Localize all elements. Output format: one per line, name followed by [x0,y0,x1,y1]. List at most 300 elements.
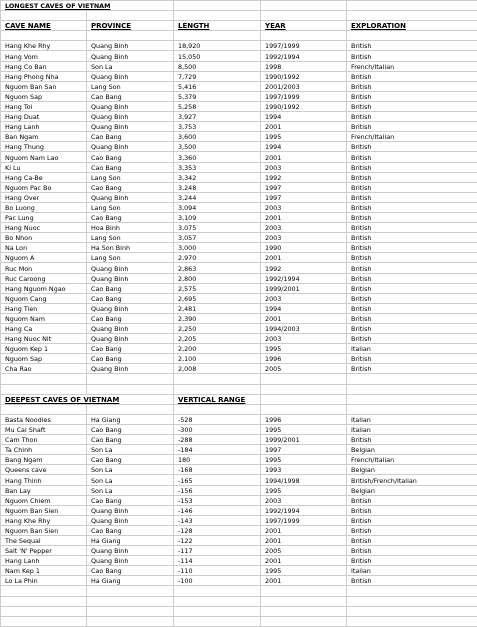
exploration-cell[interactable]: British [347,556,477,566]
cell[interactable] [1,606,87,616]
province-cell[interactable]: Son La [87,445,174,455]
cave-name-cell[interactable]: Nguom Ban Sien [1,525,87,535]
cell[interactable] [87,31,174,41]
cell[interactable] [174,606,261,616]
province-cell[interactable]: Cao Bang [87,293,174,303]
province-cell[interactable]: Quang Binh [87,112,174,122]
cell[interactable] [1,11,87,21]
province-cell[interactable]: Son La [87,485,174,495]
value-cell[interactable]: 2,205 [174,334,261,344]
value-cell[interactable]: 3,753 [174,122,261,132]
cell[interactable] [174,374,261,384]
exploration-cell[interactable]: British [347,435,477,445]
year-cell[interactable]: 1995 [261,344,347,354]
year-cell[interactable]: 1995 [261,455,347,465]
exploration-cell[interactable]: Italian [347,566,477,576]
province-cell[interactable]: Hoa Binh [87,223,174,233]
cave-name-cell[interactable]: Ban Ngam [1,132,87,142]
exploration-cell[interactable]: British [347,202,477,212]
cell[interactable] [261,394,347,404]
value-cell[interactable]: 7,729 [174,71,261,81]
province-cell[interactable]: Quang Binh [87,71,174,81]
value-cell[interactable]: 2,695 [174,293,261,303]
cell[interactable] [347,394,477,404]
year-cell[interactable]: 1999/2001 [261,435,347,445]
cave-name-cell[interactable]: Lo La Phin [1,576,87,586]
year-cell[interactable]: 2005 [261,546,347,556]
year-cell[interactable]: 2001 [261,556,347,566]
year-cell[interactable]: 1995 [261,566,347,576]
exploration-cell[interactable]: British/French/Italian [347,475,477,485]
header-vertical-range[interactable]: VERTICAL RANGE [174,394,261,404]
value-cell[interactable]: 2,008 [174,364,261,374]
exploration-cell[interactable]: French/Italian [347,455,477,465]
cave-name-cell[interactable]: Hang Nuoc Nit [1,334,87,344]
section-title-longest[interactable]: LONGEST CAVES OF VIETNAM [1,1,174,11]
year-cell[interactable]: 2001 [261,535,347,545]
exploration-cell[interactable]: British [347,71,477,81]
exploration-cell[interactable]: British [347,253,477,263]
cave-name-cell[interactable]: Nam Kep 1 [1,566,87,576]
value-cell[interactable]: 8,500 [174,61,261,71]
province-cell[interactable]: Lang Son [87,81,174,91]
province-cell[interactable]: Quang Binh [87,303,174,313]
cell[interactable] [347,11,477,21]
value-cell[interactable]: -128 [174,525,261,535]
cell[interactable] [347,404,477,414]
value-cell[interactable]: -184 [174,445,261,455]
exploration-cell[interactable]: British [347,223,477,233]
province-cell[interactable]: Cao Bang [87,152,174,162]
year-cell[interactable]: 1995 [261,485,347,495]
cave-name-cell[interactable]: Nguom Nam Lao [1,152,87,162]
value-cell[interactable]: 2,200 [174,344,261,354]
province-cell[interactable]: Cao Bang [87,455,174,465]
value-cell[interactable]: 3,927 [174,112,261,122]
exploration-cell[interactable]: British [347,172,477,182]
province-cell[interactable]: Ha Son Binh [87,243,174,253]
cell[interactable] [174,1,261,11]
year-cell[interactable]: 2003 [261,202,347,212]
province-cell[interactable]: Quang Binh [87,556,174,566]
province-cell[interactable]: Lang Son [87,253,174,263]
header-exploration[interactable]: EXPLORATION [347,21,477,31]
exploration-cell[interactable]: British [347,303,477,313]
cave-name-cell[interactable]: Nguom A [1,253,87,263]
year-cell[interactable]: 1990/1992 [261,101,347,111]
value-cell[interactable]: 2,970 [174,253,261,263]
cell[interactable] [87,586,174,596]
year-cell[interactable]: 2001 [261,253,347,263]
value-cell[interactable]: 18,920 [174,41,261,51]
cave-name-cell[interactable]: Hang Thinh [1,475,87,485]
province-cell[interactable]: Cao Bang [87,525,174,535]
exploration-cell[interactable]: British [347,182,477,192]
cave-name-cell[interactable]: Hang Lanh [1,122,87,132]
exploration-cell[interactable]: British [347,152,477,162]
year-cell[interactable]: 2003 [261,495,347,505]
value-cell[interactable]: 2,100 [174,354,261,364]
cell[interactable] [174,11,261,21]
cell[interactable] [174,616,261,626]
value-cell[interactable]: 3,075 [174,223,261,233]
province-cell[interactable]: Cao Bang [87,424,174,434]
value-cell[interactable]: 3,342 [174,172,261,182]
cell[interactable] [347,586,477,596]
year-cell[interactable]: 1994 [261,112,347,122]
cave-name-cell[interactable]: Hang Tien [1,303,87,313]
cave-name-cell[interactable]: Nguom Ban San [1,81,87,91]
exploration-cell[interactable]: British [347,263,477,273]
year-cell[interactable]: 1997/1999 [261,41,347,51]
cell[interactable] [87,11,174,21]
value-cell[interactable]: 2,250 [174,324,261,334]
value-cell[interactable]: -168 [174,465,261,475]
year-cell[interactable]: 2001 [261,152,347,162]
cell[interactable] [1,404,87,414]
province-cell[interactable]: Cao Bang [87,283,174,293]
year-cell[interactable]: 2001 [261,212,347,222]
province-cell[interactable]: Quang Binh [87,334,174,344]
exploration-cell[interactable]: British [347,112,477,122]
cell[interactable] [174,384,261,394]
exploration-cell[interactable]: British [347,354,477,364]
cell[interactable] [347,374,477,384]
province-cell[interactable]: Quang Binh [87,122,174,132]
exploration-cell[interactable]: British [347,233,477,243]
exploration-cell[interactable]: British [347,81,477,91]
year-cell[interactable]: 2003 [261,233,347,243]
value-cell[interactable]: 2,481 [174,303,261,313]
exploration-cell[interactable]: British [347,495,477,505]
year-cell[interactable]: 2003 [261,162,347,172]
value-cell[interactable]: -165 [174,475,261,485]
province-cell[interactable]: Quang Binh [87,273,174,283]
province-cell[interactable]: Quang Binh [87,41,174,51]
value-cell[interactable]: -153 [174,495,261,505]
year-cell[interactable]: 1997/1999 [261,91,347,101]
exploration-cell[interactable]: Italian [347,344,477,354]
cell[interactable] [261,616,347,626]
province-cell[interactable]: Cao Bang [87,162,174,172]
cell[interactable] [1,384,87,394]
cell[interactable] [347,606,477,616]
cave-name-cell[interactable]: The Sequal [1,535,87,545]
cave-name-cell[interactable]: Ban Lay [1,485,87,495]
year-cell[interactable]: 1997 [261,182,347,192]
province-cell[interactable]: Quang Binh [87,101,174,111]
cave-name-cell[interactable]: Hang Khe Rhy [1,41,87,51]
year-cell[interactable]: 1997/1999 [261,515,347,525]
year-cell[interactable]: 1994 [261,303,347,313]
exploration-cell[interactable]: British [347,576,477,586]
province-cell[interactable]: Cao Bang [87,91,174,101]
cell[interactable] [174,586,261,596]
value-cell[interactable]: 3,109 [174,212,261,222]
cave-name-cell[interactable]: Ta Chinh [1,445,87,455]
cell[interactable] [1,586,87,596]
province-cell[interactable]: Quang Binh [87,142,174,152]
province-cell[interactable]: Lang Son [87,233,174,243]
year-cell[interactable]: 2001 [261,525,347,535]
year-cell[interactable]: 1992 [261,263,347,273]
cave-name-cell[interactable]: Mu Cai Shaft [1,424,87,434]
cave-name-cell[interactable]: Ruc Mon [1,263,87,273]
exploration-cell[interactable]: British [347,313,477,323]
value-cell[interactable]: 2,575 [174,283,261,293]
province-cell[interactable]: Cao Bang [87,354,174,364]
province-cell[interactable]: Cao Bang [87,182,174,192]
cell[interactable] [174,31,261,41]
value-cell[interactable]: 3,500 [174,142,261,152]
cave-name-cell[interactable]: Queens cave [1,465,87,475]
value-cell[interactable]: 3,094 [174,202,261,212]
value-cell[interactable]: 5,379 [174,91,261,101]
cell[interactable] [347,31,477,41]
province-cell[interactable]: Quang Binh [87,364,174,374]
exploration-cell[interactable]: British [347,51,477,61]
header-length[interactable]: LENGTH [174,21,261,31]
cave-name-cell[interactable]: Hang Ca-Be [1,172,87,182]
year-cell[interactable]: 2003 [261,293,347,303]
cell[interactable] [87,606,174,616]
value-cell[interactable]: -156 [174,485,261,495]
value-cell[interactable]: 3,000 [174,243,261,253]
cave-name-cell[interactable]: Ki Lu [1,162,87,172]
cave-name-cell[interactable]: Hang Vom [1,51,87,61]
exploration-cell[interactable]: British [347,546,477,556]
exploration-cell[interactable]: British [347,334,477,344]
cell[interactable] [261,11,347,21]
value-cell[interactable]: 180 [174,455,261,465]
cave-name-cell[interactable]: Nguom Cang [1,293,87,303]
exploration-cell[interactable]: British [347,364,477,374]
cave-name-cell[interactable]: Nguom Kep 1 [1,344,87,354]
cell[interactable] [1,31,87,41]
cave-name-cell[interactable]: Hang Ca [1,324,87,334]
cell[interactable] [347,1,477,11]
cave-name-cell[interactable]: Hang Nuoc [1,223,87,233]
cell[interactable] [347,384,477,394]
year-cell[interactable]: 1992/1994 [261,505,347,515]
year-cell[interactable]: 1990 [261,243,347,253]
exploration-cell[interactable]: Belgian [347,445,477,455]
cell[interactable] [87,596,174,606]
province-cell[interactable]: Cao Bang [87,495,174,505]
exploration-cell[interactable]: Belgian [347,465,477,475]
exploration-cell[interactable]: British [347,293,477,303]
exploration-cell[interactable]: British [347,142,477,152]
year-cell[interactable]: 1990/1992 [261,71,347,81]
province-cell[interactable]: Quang Binh [87,263,174,273]
year-cell[interactable]: 2001 [261,313,347,323]
value-cell[interactable]: -117 [174,546,261,556]
value-cell[interactable]: 5,258 [174,101,261,111]
year-cell[interactable]: 1993 [261,465,347,475]
year-cell[interactable]: 2005 [261,364,347,374]
cave-name-cell[interactable]: Nguom Ban Sien [1,505,87,515]
cave-name-cell[interactable]: Basta Noodles [1,414,87,424]
cave-name-cell[interactable]: Nguom Sap [1,91,87,101]
cave-name-cell[interactable]: Hang Khe Rhy [1,515,87,525]
cell[interactable] [174,404,261,414]
province-cell[interactable]: Quang Binh [87,192,174,202]
cell[interactable] [261,384,347,394]
cave-name-cell[interactable]: Bo Luong [1,202,87,212]
cave-name-cell[interactable]: Hang Duat [1,112,87,122]
year-cell[interactable]: 2001 [261,576,347,586]
exploration-cell[interactable]: British [347,515,477,525]
cell[interactable] [87,404,174,414]
exploration-cell[interactable]: French/Italian [347,132,477,142]
exploration-cell[interactable]: British [347,324,477,334]
exploration-cell[interactable]: British [347,273,477,283]
cell[interactable] [261,31,347,41]
year-cell[interactable]: 1992 [261,172,347,182]
year-cell[interactable]: 1998 [261,61,347,71]
cave-name-cell[interactable]: Nguom Sap [1,354,87,364]
header-province[interactable]: PROVINCE [87,21,174,31]
province-cell[interactable]: Quang Binh [87,546,174,556]
cave-name-cell[interactable]: Salt 'N' Pepper [1,546,87,556]
province-cell[interactable]: Son La [87,465,174,475]
exploration-cell[interactable]: Italian [347,414,477,424]
province-cell[interactable]: Lang Son [87,172,174,182]
year-cell[interactable]: 2001/2003 [261,81,347,91]
province-cell[interactable]: Cao Bang [87,313,174,323]
cell[interactable] [174,596,261,606]
province-cell[interactable]: Cao Bang [87,344,174,354]
value-cell[interactable]: -288 [174,435,261,445]
cell[interactable] [261,596,347,606]
value-cell[interactable]: -528 [174,414,261,424]
cave-name-cell[interactable]: Nguom Chiem [1,495,87,505]
exploration-cell[interactable]: Italian [347,424,477,434]
year-cell[interactable]: 1995 [261,424,347,434]
value-cell[interactable]: 3,353 [174,162,261,172]
exploration-cell[interactable]: French/Italian [347,61,477,71]
year-cell[interactable]: 1997 [261,192,347,202]
value-cell[interactable]: -143 [174,515,261,525]
exploration-cell[interactable]: British [347,283,477,293]
value-cell[interactable]: 3,360 [174,152,261,162]
cell[interactable] [87,374,174,384]
cell[interactable] [87,384,174,394]
province-cell[interactable]: Quang Binh [87,51,174,61]
cave-name-cell[interactable]: Hang Co Ban [1,61,87,71]
year-cell[interactable]: 1992/1994 [261,273,347,283]
province-cell[interactable]: Son La [87,61,174,71]
year-cell[interactable]: 1994/1998 [261,475,347,485]
cell[interactable] [347,616,477,626]
cave-name-cell[interactable]: Nguom Nam [1,313,87,323]
cell[interactable] [1,374,87,384]
cell[interactable] [347,596,477,606]
cell[interactable] [261,1,347,11]
cave-name-cell[interactable]: Hang Toi [1,101,87,111]
value-cell[interactable]: 3,244 [174,192,261,202]
year-cell[interactable]: 1994/2003 [261,324,347,334]
exploration-cell[interactable]: British [347,101,477,111]
year-cell[interactable]: 1996 [261,414,347,424]
section-title-deepest[interactable]: DEEPEST CAVES OF VIETNAM [1,394,174,404]
cell[interactable] [1,596,87,606]
cell[interactable] [87,616,174,626]
exploration-cell[interactable]: British [347,212,477,222]
exploration-cell[interactable]: British [347,192,477,202]
exploration-cell[interactable]: British [347,91,477,101]
value-cell[interactable]: 15,050 [174,51,261,61]
cell[interactable] [261,404,347,414]
exploration-cell[interactable]: British [347,535,477,545]
cell[interactable] [261,586,347,596]
year-cell[interactable]: 1994 [261,142,347,152]
exploration-cell[interactable]: British [347,243,477,253]
exploration-cell[interactable]: British [347,525,477,535]
province-cell[interactable]: Cao Bang [87,212,174,222]
cave-name-cell[interactable]: Cam Thon [1,435,87,445]
value-cell[interactable]: 3,248 [174,182,261,192]
cave-name-cell[interactable]: Nguom Pac Bo [1,182,87,192]
year-cell[interactable]: 2003 [261,334,347,344]
value-cell[interactable]: -300 [174,424,261,434]
exploration-cell[interactable]: British [347,122,477,132]
exploration-cell[interactable]: British [347,162,477,172]
cave-name-cell[interactable]: Cha Rao [1,364,87,374]
province-cell[interactable]: Quang Binh [87,505,174,515]
cave-name-cell[interactable]: Pac Lung [1,212,87,222]
cave-name-cell[interactable]: Bang Ngam [1,455,87,465]
value-cell[interactable]: 5,416 [174,81,261,91]
province-cell[interactable]: Ha Giang [87,414,174,424]
year-cell[interactable]: 2001 [261,122,347,132]
province-cell[interactable]: Quang Binh [87,515,174,525]
cave-name-cell[interactable]: Hang Lanh [1,556,87,566]
value-cell[interactable]: -100 [174,576,261,586]
header-year[interactable]: YEAR [261,21,347,31]
province-cell[interactable]: Lang Son [87,202,174,212]
year-cell[interactable]: 1996 [261,354,347,364]
exploration-cell[interactable]: British [347,41,477,51]
cave-name-cell[interactable]: Hang Phong Nha [1,71,87,81]
value-cell[interactable]: -122 [174,535,261,545]
cell[interactable] [261,374,347,384]
value-cell[interactable]: 2,800 [174,273,261,283]
value-cell[interactable]: -146 [174,505,261,515]
exploration-cell[interactable]: British [347,505,477,515]
header-cave-name[interactable]: CAVE NAME [1,21,87,31]
value-cell[interactable]: 2,390 [174,313,261,323]
year-cell[interactable]: 1999/2001 [261,283,347,293]
province-cell[interactable]: Ha Giang [87,535,174,545]
province-cell[interactable]: Cao Bang [87,566,174,576]
cell[interactable] [261,606,347,616]
cave-name-cell[interactable]: Hang Nguom Ngao [1,283,87,293]
value-cell[interactable]: 3,600 [174,132,261,142]
value-cell[interactable]: -114 [174,556,261,566]
year-cell[interactable]: 1997 [261,445,347,455]
cave-name-cell[interactable]: Hang Over [1,192,87,202]
province-cell[interactable]: Cao Bang [87,132,174,142]
cave-name-cell[interactable]: Bo Nhon [1,233,87,243]
province-cell[interactable]: Son La [87,475,174,485]
year-cell[interactable]: 2003 [261,223,347,233]
exploration-cell[interactable]: Belgian [347,485,477,495]
cell[interactable] [1,616,87,626]
value-cell[interactable]: 2,863 [174,263,261,273]
cave-name-cell[interactable]: Ruc Caroong [1,273,87,283]
cave-name-cell[interactable]: Na Lon [1,243,87,253]
